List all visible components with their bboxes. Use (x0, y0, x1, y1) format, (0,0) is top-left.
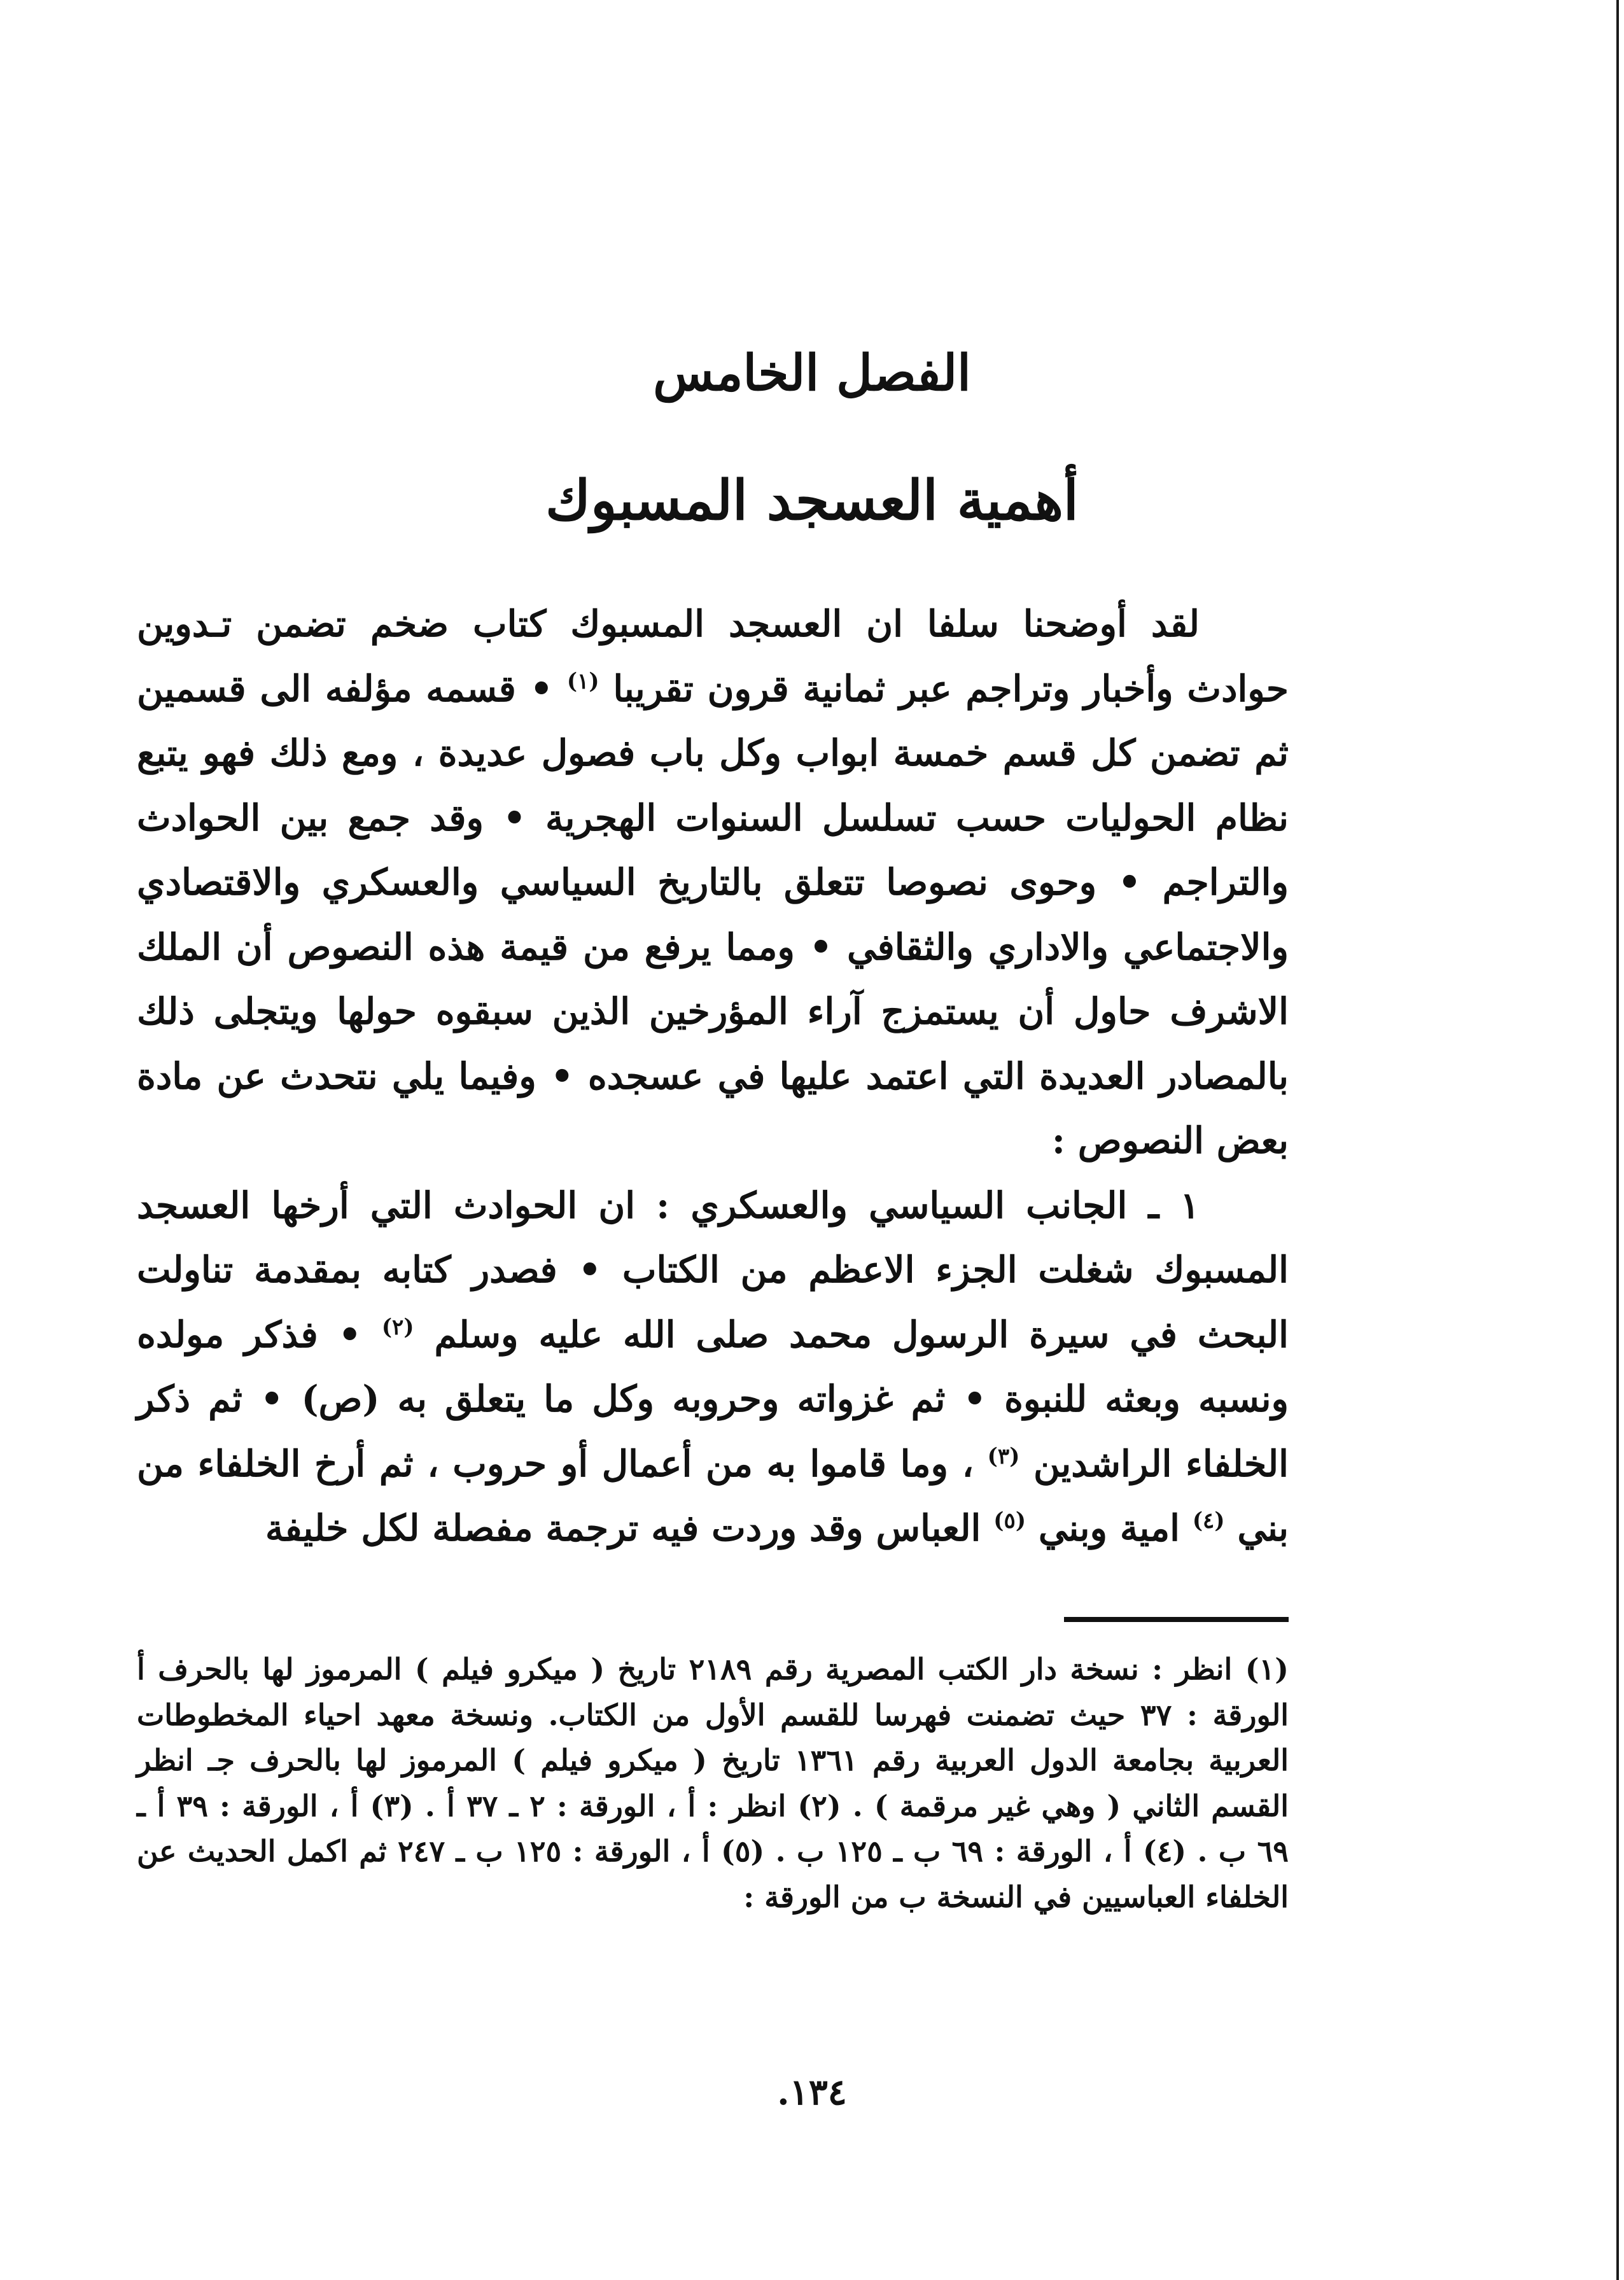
chapter-label: الفصل الخامس (653, 344, 971, 402)
page-number: ١٣٤. (777, 2071, 847, 2113)
footnote-ref-5: (٥) (993, 1508, 1026, 1534)
footnote-ref-2: (٢) (381, 1314, 414, 1340)
section1-text-part1: ١ ـ الجانب السياسي والعسكري : ان الحوادث التي أرخها العسجد المسبوك شغلت الجزء الاعظم من الكتاب • فصدر كتابه بمقدمة تناولت البحث في سيرة الرسول محمد صلى الله عليه وسلم (137, 1184, 1289, 1356)
section1-text-part5: العباس وقد وردت فيه ترجمة مفصلة لكل خليفة (265, 1507, 981, 1549)
footnote-ref-3: (٣) (987, 1443, 1020, 1469)
section1-paragraph (137, 1173, 1289, 1561)
section1-text-part2: • فذكر مولده ونسبه وبعثه للنبوة • ثم غزواته وحروبه وكل ما يتعلق به (ص) • ثم ذكر الخلفاء الراشدين (137, 1313, 1289, 1485)
footnotes-text: (١) انظر : نسخة دار الكتب المصرية رقم ٢١٨٩ تاريخ ( ميكرو فيلم ) المرموز لها بالحرف أ الورقة : ٣٧ حيث تضمنت فهرسا للقسم الأول من الكتاب. ونسخة معهد احياء المخطوطات العربية بجامعة الدول العربية رقم ١٣٦١ تاريخ ( ميكرو فيلم ) المرموز لها بالحرف جـ انظر القسم الثاني ( وهي غير مرقمة ) . (٢) انظر : أ ، الورقة : ٢ ـ ٣٧ أ . (٣) أ ، الورقة : ٣٩ أ ـ ٦٩ ب . (٤) أ ، الورقة : ٦٩ ب ـ ١٢٥ ب . (٥) أ ، الورقة : ١٢٥ ب ـ ٢٤٧ ثم اكمل الحديث عن الخلفاء العباسيين في النسخة ب من الورقة : (137, 1652, 1289, 1914)
footnotes (137, 1647, 1289, 1920)
intro-text-part2: • قسمه مؤلفه الى قسمين ثم تضمن كل قسم خمسة ابواب وكل باب فصول عديدة ، ومع ذلك فهو يتبع نظام الحوليات حسب تسلسل السنوات الهجرية • وقد جمع بين الحوادث والتراجم • وحوى نصوصا تتعلق بالتاريخ السياسي والعسكري والاقتصادي والاجتماعي والاداري والثقافي • ومما يرفع من قيمة هذه النصوص أن الملك الاشرف حاول أن يستمزج آراء المؤرخين الذين سبقوه حولها ويتجلى ذلك بالمصادر العديدة التي اعتمد عليها في عسجده • وفيما يلي نتحدث عن مادة بعض النصوص : (137, 667, 1289, 1162)
chapter-title: أهمية العسجد المسبوك (545, 468, 1079, 533)
section1-text-part4: امية وبني (1038, 1507, 1180, 1549)
footnote-divider (1064, 1617, 1289, 1622)
footnote-ref-1: (١) (566, 668, 599, 694)
intro-paragraph (137, 592, 1289, 1173)
section1-text-part3: ، وما قاموا به من أعمال أو حروب ، ثم أرخ الخلفاء من بني (137, 1442, 1289, 1549)
body-text (137, 592, 1289, 1561)
footnote-ref-4: (٤) (1192, 1508, 1225, 1534)
intro-text-part1: لقد أوضحنا سلفا ان العسجد المسبوك كتاب ضخم تضمن تـدوين حوادث وأخبار وتراجم عبر ثمانية قرون تقريبا (137, 603, 1289, 710)
